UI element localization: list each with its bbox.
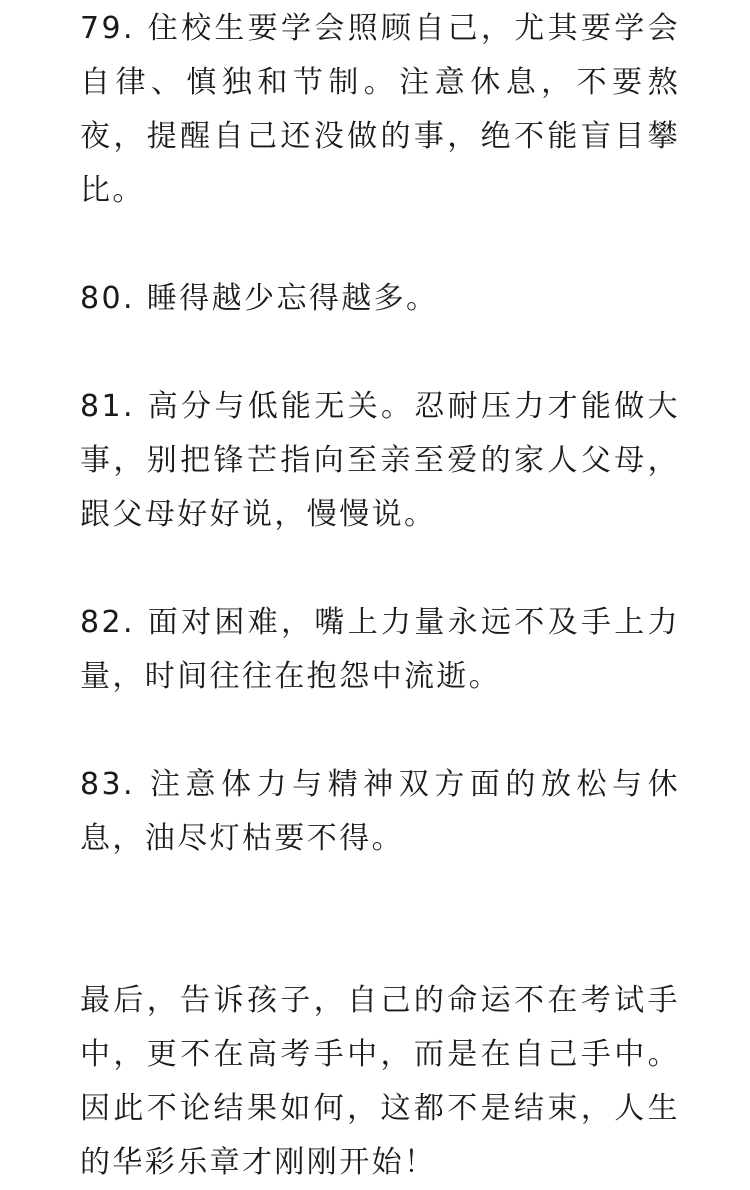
- paragraph-item-83: 83. 注意体力与精神双方面的放松与休息，油尽灯枯要不得。: [80, 767, 680, 856]
- paragraph-spacer: [80, 704, 680, 758]
- paragraph-item-81: 81. 高分与低能无关。忍耐压力才能做大事，别把锋芒指向至亲至爱的家人父母，跟父母好好说，慢慢说。: [80, 389, 680, 532]
- paragraph-spacer: [80, 542, 680, 596]
- paragraph-item-79: 79. 住校生要学会照顾自己，尤其要学会自律、慎独和节制。注意休息，不要熬夜，提醒自己还没做的事，绝不能盲目攀比。: [80, 11, 680, 208]
- paragraph-spacer: [80, 326, 680, 380]
- paragraph-spacer: [80, 218, 680, 272]
- paragraph-item-80: 80. 睡得越少忘得越多。: [80, 281, 439, 316]
- article-body: [80, 2, 680, 1190]
- paragraph-spacer: [80, 866, 680, 974]
- paragraph-item-82: 82. 面对困难，嘴上力量永远不及手上力量，时间往往在抱怨中流逝。: [80, 605, 680, 694]
- closing-paragraph: 最后，告诉孩子，自己的命运不在考试手中，更不在高考手中，而是在自己手中。因此不论结果如何，这都不是结束，人生的华彩乐章才刚刚开始！: [80, 983, 680, 1180]
